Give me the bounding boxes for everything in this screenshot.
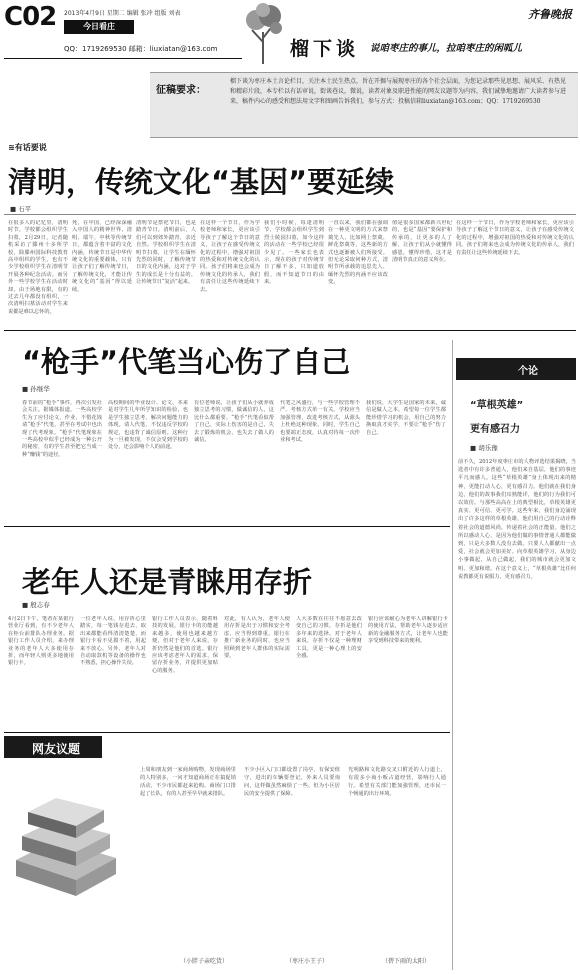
article2-byline: ■ 孙继华	[22, 385, 50, 393]
sidebar-byline: ■ 胡乐豫	[470, 444, 498, 452]
sidebar-subtitle: “草根英雄”	[470, 400, 524, 411]
wangyou-col2: 不少小区入门口都设置了岗亭，有保安值守，进出的车辆要登记，外来人员要询问，这样做虽然麻烦了一些，但为小区居民的安全提供了保障。	[244, 767, 340, 797]
article3-col6: 银行应该耐心为老年人讲解银行卡的使用方法，帮助老年人逐步适应新的金融服务方式，让老年人也能享受到科技带来的便利。	[368, 616, 448, 645]
notice-body: 榴下谈为枣庄本土言论栏目，关注本土民生热点，旨在开掘与展现枣庄的各个社会层面，为您记录那些见思想、展风采、有热见和精彩片段，本专栏以有话审说，街谈巷议，微说，读者对象及职进性能的网友议题等为内容，我们诚挚地邀请广大读者参与进来，稿件内心的感受和想法用文字和图画告诉我们，参与方式：投稿信箱liuxiatan@163.com；QQ：1719269530	[230, 78, 567, 105]
article1-col2: 死，在中国，已经深深融入中国人的精神世界，清明、端午、中秋等传统节日，都蕴含着丰富的文化内涵，传统节日是中华传统文化的重要载体，只有让孩子们了解传统节日，了解传统文化，才能让传统文化的“基因”得以延续。	[72, 220, 132, 293]
wangyou-header	[4, 736, 102, 758]
article2-col1: 春节前的“枪手”事件，再次引发社会关注。据媒体报道，一些高校学生为了应付论文、作业，不惜花钱请“枪手”代笔，甚至在考试中也出现了代考现象。“枪手”代笔现象在一些高校中似乎已经成为一种公开的秘密，有的学生甚至把它当成一种“赚钱”的途径。	[22, 400, 102, 458]
sidebar-divider	[452, 340, 453, 970]
sidebar-body: 前不久，2012年度枣庄市的人物评选结果揭晓，当选者中有许多普通人，他们来自基层，他们的事迹平凡而感人。这些“草根英雄”身上体现出来的精神，更能打动人心，更有感召力。他们就在我们身边，他们的故事我们耳熟能详，他们的行为我们可以效仿。与那些高高在上的典型相比，草根英雄更真实、更可信、更可学。这些年来，我们身边涌现出了许多这样的草根英雄，他们用自己的行动诠释着社会的道德风尚，传递着社会的正能量。他们之所以感动人心，是因为他们做的事情普通人都能做到，只是大多数人没有去做。只要人人都献出一点爱，社会就会更加美好。向草根英雄学习，从身边小事做起，从自己做起，我们的城市就会更加文明、更加和谐。在这个意义上，“草根英雄”比任何说教都更有说服力，更有感召力。	[458, 459, 576, 580]
article2-col4: 代笔之风盛行，与一些学校管理不严、考核方式单一有关。学校应当加强管理，改进考核方式，从源头上杜绝这种现象。同时，学生自己也要端正态度，认真对待每一次作业和考试。	[280, 400, 360, 444]
square-icon: ■	[22, 601, 31, 609]
article1-byline: ■ 石平	[10, 205, 32, 213]
header-rule	[4, 58, 242, 59]
article1-title: 清明，传统文化“基因”要延续	[8, 165, 395, 199]
wangyou-sig3: （碧下雨的太阳）	[382, 958, 431, 965]
article2-title: “枪手”代笔当心伤了自己	[22, 345, 351, 379]
rule-a1	[4, 214, 576, 215]
article3-col5: 人大多数在往往不愿意去改变自己的习惯，存折是他们多年来的选择。对于老年人来说，存折不仅是一种理财工具，更是一种心理上的安全感。	[296, 616, 362, 660]
books-icon	[6, 780, 126, 900]
notice-label: 征稿要求：	[156, 85, 206, 96]
article1-col6: 一直以来，我们都在强调在一种更文明的方式来祭奠先人，比如网上祭奠、鲜花祭奠等，这些新的方式也逐渐被人们所接受。但无论采取何种方式，清明节所承载的追思先人、缅怀先烈的内涵不应该改变。	[328, 220, 388, 286]
wangyou-col3: 光明路和文化路交叉口附近的人行道上，有很多小商小贩占道经营，影响行人通行。希望有关部门能加强管理，还市民一个畅通的出行环境。	[348, 767, 446, 797]
contact-line: QQ：1719269530 邮箱：liuxiatan@163.com	[64, 45, 218, 53]
article1-col8: 在这样一个节日，作为学校老师和家长，更应该引导孩子了解这个节日的意义，让孩子在感受传统文化的过程中，增强对祖国的热爱和对传统文化的认同。孩子们将来也会成为传统文化的传承人，我们有责任让这些传统延续下去。	[456, 220, 574, 256]
rule-a1-bottom	[4, 330, 576, 331]
wangyou-sig1: （小胖子亲吃货）	[180, 958, 229, 965]
section-tag: ≋有话要说	[8, 143, 47, 152]
column-title: 榴下谈	[290, 38, 360, 60]
article1-col3: 清明节是祭祀节日，也是踏青节日。清明前后，人们可以到郊外踏青，亲近自然。学校组织学生在清明节扫墓，让学生在缅怀先烈的同时，了解传统节日的文化内涵，这对于学生的成长是十分有益的。让传统节日“复活”起来。	[136, 220, 196, 286]
article2-col2: 高校期间的毕业设计、论文，本来是对学生几年所学知识的检验，也是学生独立思考、解决问题能力的体现。请人代笔，不仅违反学校的规定，也违背了诚信原则。这种行为一旦被发现，不仅会受到学校的处分，还会影响个人的前途。	[108, 400, 188, 451]
paper-name: 齐鲁晚报	[528, 8, 572, 21]
article1-col4: 在这样一个节日，作为学校老师和家长，更应该引导孩子了解这个节日的意义，让孩子在感受传统文化的过程中，增强对祖国的热爱和对传统文化的认同。孩子们将来也会成为传统文化的传承人，我们有责任让这些传统延续下去。	[200, 220, 260, 293]
article3-byline: ■ 殷志春	[22, 601, 50, 609]
double-arrow-icon: ≋	[8, 143, 15, 152]
column-banner	[250, 30, 578, 63]
article1-col1: 在很多人的记忆里，清明时节，学校都会组织学生扫墓，2月29日，记者随机采访了滕州十多所学校，除滕州国际科技教育高中组织的学生，也有不少学校组织学生在清明节开展各种纪念活动。而另外一些学校学生在活动时却，由于场地有限，有的过去几年都没有组织，一次清明扫墓活动对学生来说都是难以忘怀的。	[8, 220, 68, 315]
article3-title: 老年人还是青睐用存折	[22, 565, 313, 599]
article1-col7: 值是很多国家都新兴世纪的，也是“基因”要保护和传承的，让更多的人了解，让孩子们从小就懂得感恩，懂得珍惜，这才是清明节真正的意义所在。	[392, 220, 452, 264]
square-icon: ■	[470, 444, 479, 452]
sidebar-tag: 个论	[518, 366, 538, 377]
article3-col1: 4月2日下午，笔者在某银行营业厅看到，有不少老年人在柜台前排队办理业务。据银行工作人员介绍，来办理业务的老年人大多使用存折，而年轻人则更多地使用银行卡。	[8, 616, 74, 667]
article3-col2: 一位老年人说，用存折心里踏实，每一笔钱存进去、取出来都能看得清清楚楚，而银行卡看不见摸不着，用起来不放心。另外，老年人对自动取款机等设备的操作也不熟悉，担心操作失误。	[80, 616, 146, 667]
rule-a2-bottom	[4, 526, 450, 527]
wangyou-col1: 上周和朋友到一家商场购物，发现商场里的人特别多，一问才知道商场正在搞促销活动，不少市民都赶来抢购。商场门口排起了长队，有的人甚至早早就来排队。	[140, 767, 236, 797]
article3-col4: 对此，有人认为，老年人使用存折是出于习惯和安全考虑，应当得到尊重。银行在推广新业务的同时，也应当照顾到老年人群体的实际需要。	[224, 616, 290, 660]
call-for-papers	[150, 72, 578, 138]
article1-col5: 我们小时候，每逢清明节，学校都会组织学生到烈士陵园扫墓，如今这样的活动在一些学校已经很少见了。一些家长也表示，现在的孩子对传统节日了解不多，只知道放假，而不知道节日的由来。	[264, 220, 324, 286]
page-code: C02	[4, 2, 57, 32]
article2-col5: 我们说，大学生是国家的未来，诚信是做人之本。希望每一位学生都能珍惜学习的机会，用自己的努力换取真才实学，不要让“枪手”伤了自己。	[366, 400, 446, 436]
rule-a3-bottom	[4, 732, 450, 733]
wangyou-sig2: （枣庄小王子）	[286, 958, 329, 965]
wangyou-label: 网友议题	[32, 742, 81, 756]
sidebar-title2: 更有感召力	[470, 424, 520, 435]
article3-col3: 银行工作人员表示，随着科技的发展，银行卡的功能越来越多，使用也越来越方便，但对于老年人来说，存折仍然是他们的首选。银行应该考虑老年人的需求，保留存折业务，并提供更加贴心的服务。	[152, 616, 218, 674]
square-icon: ■	[10, 205, 19, 213]
section-label: 今日看庄	[64, 20, 134, 34]
square-icon: ■	[22, 385, 31, 393]
date-line: 2013年4月9日 星期二 编辑 张冲 组版 刘表	[64, 10, 181, 17]
article2-col3: 有位老师说，让孩子们从小就养成独立思考的习惯，做诚信的人，这比什么都重要。“枪手”代笔看似帮了自己，实际上伤害的是自己，失去了锻炼的机会，也失去了做人的诚信。	[194, 400, 274, 444]
sidebar-header	[456, 358, 576, 380]
column-slogan: 说咱枣庄的事儿，拉咱枣庄的闲呱儿	[370, 43, 523, 54]
